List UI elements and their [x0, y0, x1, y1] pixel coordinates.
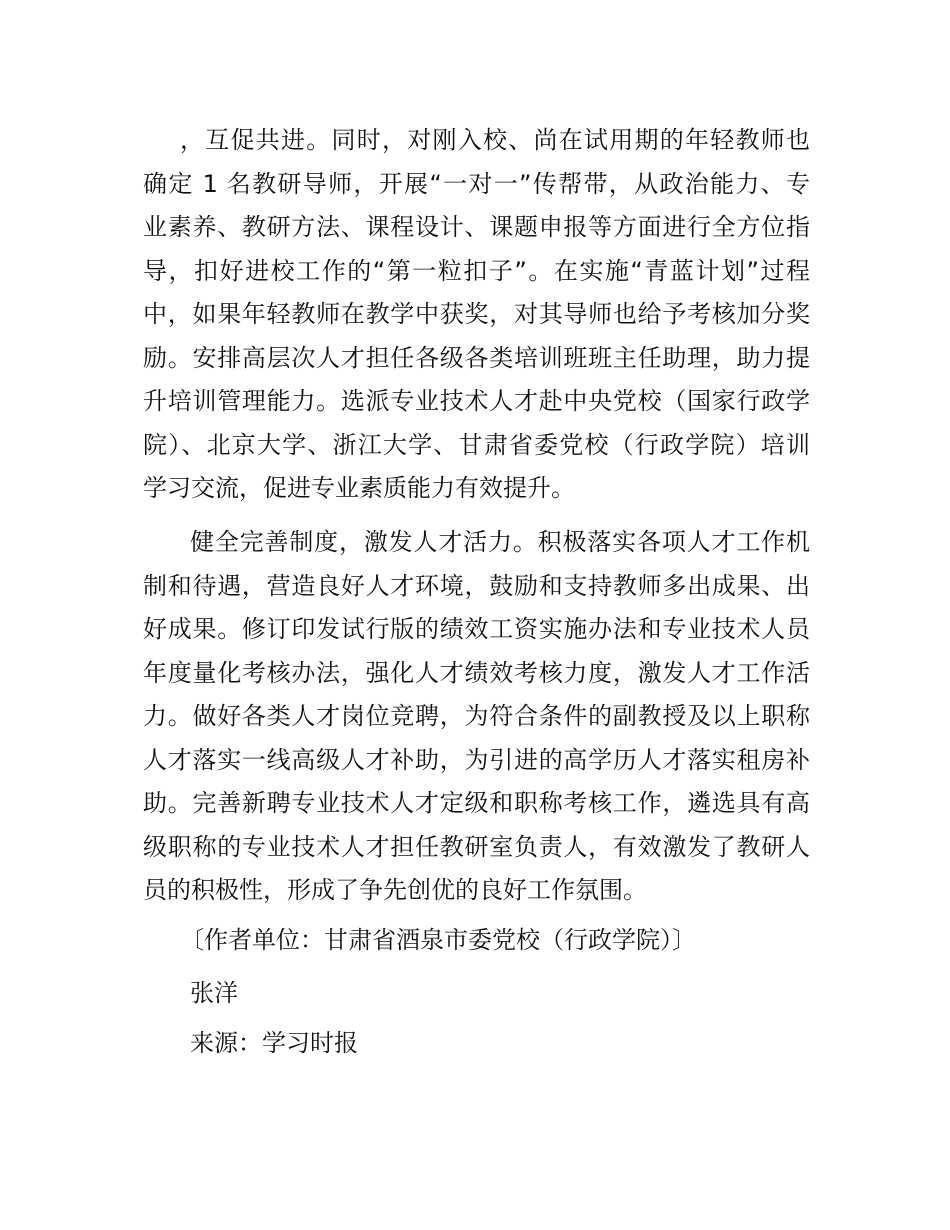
paragraph-line: 助。完善新聘专业技术人才定级和职称考核工作，遴选具有高 — [143, 789, 810, 817]
paragraph-line: 导，扣好进校工作的“第一粒扣子”。在实施“青蓝计划”过程 — [143, 256, 810, 285]
paragraph-line: 健全完善制度，激发人才活力。积极落实各项人才工作机 — [190, 528, 810, 556]
paragraph-line: 人才落实一线高级人才补助，为引进的高学历人才落实租房补 — [143, 745, 810, 774]
paragraph-line: 年度量化考核办法，强化人才绩效考核力度，激发人才工作活 — [143, 658, 810, 687]
paragraph-line: 员的积极性，形成了争先创优的良好工作氛围。 — [143, 876, 647, 904]
paragraph-line: 业素养、教研方法、课程设计、课题申报等方面进行全方位指 — [143, 213, 810, 241]
paragraph-line: ，互促共进。同时，对刚入校、尚在试用期的年轻教师也 — [180, 126, 810, 154]
paragraph-line: 中，如果年轻教师在教学中获奖，对其导师也给予考核加分奖 — [143, 300, 810, 328]
author-unit: 〔作者单位：甘肃省酒泉市委党校（行政学院）〕 — [180, 926, 696, 954]
paragraph-line: 制和待遇，营造良好人才环境，鼓励和支持教师多出成果、出 — [143, 571, 810, 600]
author-name: 张洋 — [190, 979, 238, 1007]
paragraph-line: 升培训管理能力。选派专业技术人才赴中央党校（国家行政学 — [143, 387, 810, 415]
paragraph-line: 励。安排高层次人才担任各级各类培训班班主任助理，助力提 — [143, 343, 810, 372]
paragraph-line: 级职称的专业技术人才担任教研室负责人，有效激发了教研人 — [143, 832, 810, 861]
paragraph-line: 力。做好各类人才岗位竞聘，为符合条件的副教授及以上职称 — [143, 702, 810, 730]
paragraph-line: 确定 1 名教研导师，开展“一对一”传帮带，从政治能力、专 — [143, 169, 810, 198]
source-line: 来源：学习时报 — [190, 1029, 358, 1057]
paragraph-line: 院）、北京大学、浙江大学、甘肃省委党校（行政学院）培训 — [143, 430, 810, 459]
paragraph-line: 学习交流，促进专业素质能力有效提升。 — [143, 474, 575, 502]
paragraph-line: 好成果。修订印发试行版的绩效工资实施办法和专业技术人员 — [143, 615, 810, 643]
